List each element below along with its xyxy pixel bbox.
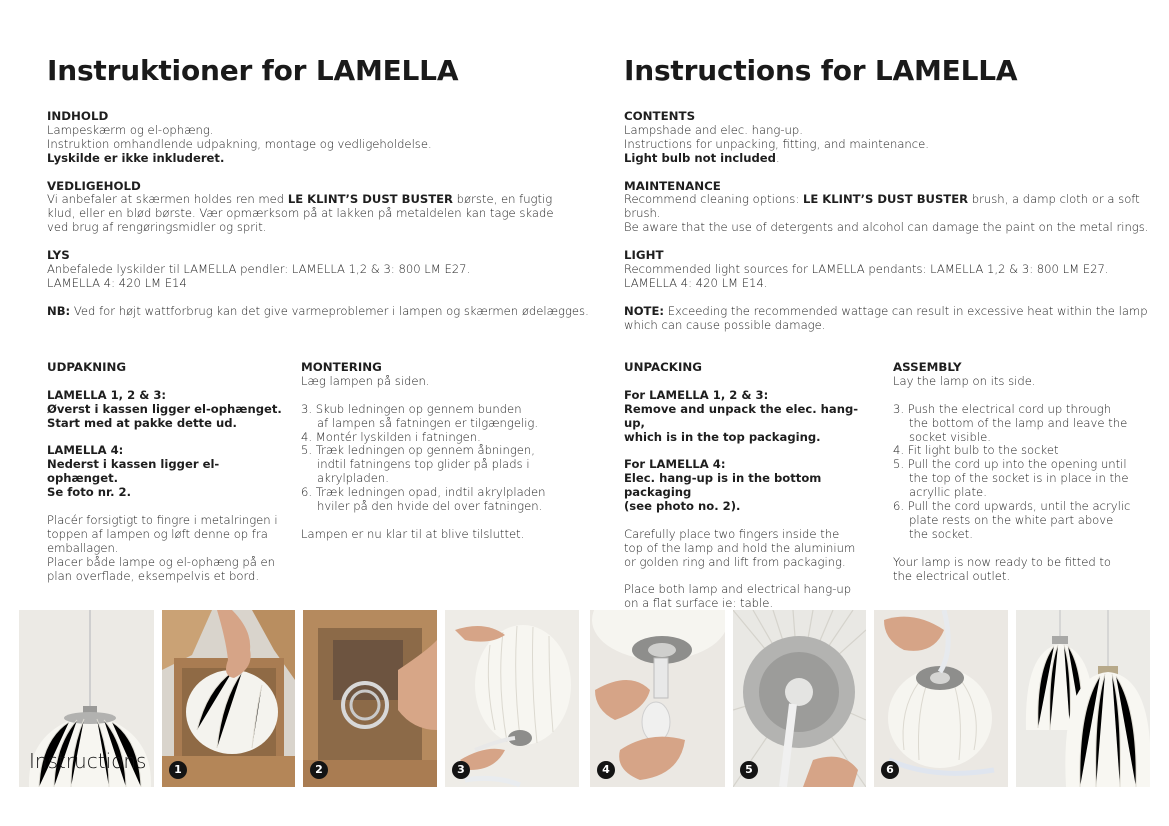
text-line: Placér forsigtigt to fingre i metalringen i bbox=[47, 512, 278, 527]
photo-finished-lamps bbox=[1016, 610, 1150, 787]
heading-unpacking-en: UNPACKING bbox=[624, 360, 702, 374]
step-number-badge: 5 bbox=[740, 761, 758, 779]
bulb-not-included-en: Light bulb not included. bbox=[624, 150, 780, 165]
text-line: Lampen er nu klar til at blive tilsluttet. bbox=[301, 526, 525, 541]
text-line: the electrical outlet. bbox=[893, 568, 1011, 583]
subheading: LAMELLA 4: bbox=[47, 443, 124, 458]
text-line: which can cause possible damage. bbox=[624, 317, 826, 332]
page-title-english: Instructions for LAMELLA bbox=[624, 54, 1018, 87]
step-number-badge: 4 bbox=[597, 761, 615, 779]
heading-contents-en: CONTENTS bbox=[624, 109, 696, 123]
bulb-not-included-da: Lyskilde er ikke inkluderet. bbox=[47, 150, 225, 165]
photo-step-4 bbox=[590, 610, 725, 787]
instructions-label: Instructions bbox=[29, 749, 147, 773]
text-line: Place both lamp and electrical hang-up bbox=[624, 582, 852, 597]
heading-contents-da: INDHOLD bbox=[47, 109, 109, 123]
assembly-step: 4. Fit light bulb to the socket bbox=[893, 443, 1059, 458]
photo-lamp-intro bbox=[19, 610, 154, 787]
heading-assembly-en: ASSEMBLY bbox=[893, 360, 962, 374]
heading-maintenance-en: MAINTENANCE bbox=[624, 178, 721, 193]
assembly-step: 5. Pull the cord up into the opening until the top of the socket is in place in the acryllic plate. bbox=[893, 457, 1129, 500]
step-number-badge: 3 bbox=[452, 761, 470, 779]
text-line: Elec. hang-up is in the bottom packaging bbox=[624, 471, 822, 500]
text-line: Lampshade and elec. hang-up. bbox=[624, 122, 803, 137]
step-number-badge: 1 bbox=[169, 761, 187, 779]
text-line: Vi anbefaler at skærmen holdes ren med LE KLINT’S DUST BUSTER børste, en fugtig bbox=[47, 192, 553, 207]
brand-name: LE KLINT’S DUST BUSTER bbox=[802, 192, 969, 207]
text-line: which is in the top packaging. bbox=[624, 429, 821, 444]
photo-step-2 bbox=[303, 610, 437, 787]
text-line: on a flat surface ie: table. bbox=[624, 596, 774, 611]
text-line: Carefully place two fingers inside the bbox=[624, 526, 840, 541]
text-line: Læg lampen på siden. bbox=[301, 373, 430, 388]
danish-assembly-section bbox=[301, 361, 561, 542]
text-line: Nederst i kassen ligger el-ophænget. bbox=[47, 457, 220, 486]
text-line: Anbefalede lyskilder til LAMELLA pendler: LAMELLA 1,2 & 3: 800 LM E27. bbox=[47, 261, 471, 276]
heading-unpacking-da: UDPAKNING bbox=[47, 360, 127, 374]
text-line: Øverst i kassen ligger el-ophænget. bbox=[47, 401, 282, 416]
photo-step-3 bbox=[445, 610, 579, 787]
text-line: Lay the lamp on its side. bbox=[893, 373, 1036, 388]
text-line: ved brug af rengøringsmidler og sprit. bbox=[47, 220, 267, 235]
english-unpacking-section bbox=[624, 361, 879, 611]
text-line: Instructions for unpacking, fitting, and maintenance. bbox=[624, 136, 929, 151]
text-line: or golden ring and lift from packaging. bbox=[624, 554, 846, 569]
subheading: LAMELLA 1, 2 & 3: bbox=[47, 387, 167, 402]
english-assembly-section bbox=[893, 361, 1153, 583]
text-line: Your lamp is now ready to be fitted to bbox=[893, 554, 1112, 569]
text-line: Recommended light sources for LAMELLA pendants: LAMELLA 1,2 & 3: 800 LM E27. bbox=[624, 261, 1109, 276]
text-line: Recommend cleaning options: LE KLINT’S DUST BUSTER brush, a damp cloth or a soft brush. bbox=[624, 192, 1140, 221]
heading-light-da: LYS bbox=[47, 248, 70, 263]
assembly-step: 4. Montér lyskilden i fatningen. bbox=[301, 429, 481, 444]
page-title-danish: Instruktioner for LAMELLA bbox=[47, 54, 459, 87]
brand-name: LE KLINT’S DUST BUSTER bbox=[287, 192, 453, 207]
note-en: NOTE: Exceeding the recommended wattage can result in excessive heat within the lamp bbox=[624, 303, 1148, 318]
assembly-step: 5. Træk ledningen op gennem åbningen, indtil fatningens top glider på plads i akrylpladen. bbox=[301, 443, 535, 486]
text-line: Be aware that the use of detergents and alcohol can damage the paint on the metal rings. bbox=[624, 220, 1149, 235]
assembly-step: 6. Træk ledningen opad, indtil akrylpladen hviler på den hvide del over fatningen. bbox=[301, 485, 546, 514]
photo-step-5 bbox=[733, 610, 866, 787]
text-line: Se foto nr. 2. bbox=[47, 485, 132, 500]
text-line: top of the lamp and hold the aluminium bbox=[624, 540, 856, 555]
danish-general-section bbox=[47, 110, 607, 319]
subheading: For LAMELLA 1, 2 & 3: bbox=[624, 387, 769, 402]
heading-maintenance-da: VEDLIGEHOLD bbox=[47, 178, 141, 193]
heading-light-en: LIGHT bbox=[624, 248, 664, 263]
text-line: emballagen. bbox=[47, 540, 119, 555]
assembly-step: 6. Pull the cord upwards, until the acrylic plate rests on the white part above the socket. bbox=[893, 499, 1131, 541]
text-line: Remove and unpack the elec. hang-up, bbox=[624, 401, 859, 430]
text-line: Lampeskærm og el-ophæng. bbox=[47, 122, 214, 137]
note-da: NB: Ved for højt wattforbrug kan det give varmeproblemer i lampen og skærmen ødelægges. bbox=[47, 303, 589, 318]
text-line: Placer både lampe og el-ophæng på en bbox=[47, 554, 276, 569]
photo-step-1 bbox=[162, 610, 295, 787]
text-line: plan overflade, eksempelvis et bord. bbox=[47, 568, 260, 583]
text-line: LAMELLA 4: 420 LM E14 bbox=[47, 275, 187, 290]
subheading: For LAMELLA 4: bbox=[624, 457, 726, 472]
heading-assembly-da: MONTERING bbox=[301, 360, 382, 374]
text-line: klud, eller en blød børste. Vær opmærksom på at lakken på metaldelen kan tage skade bbox=[47, 206, 554, 221]
text-line: toppen af lampen og løft denne op fra bbox=[47, 526, 268, 541]
step-number-badge: 2 bbox=[310, 761, 328, 779]
danish-unpacking-section bbox=[47, 361, 287, 583]
step-number-badge: 6 bbox=[881, 761, 899, 779]
assembly-step: 3. Skub ledningen op gennem bunden af lampen så fatningen er tilgængelig. bbox=[301, 401, 539, 430]
photo-step-6 bbox=[874, 610, 1008, 787]
english-general-section bbox=[624, 110, 1154, 332]
text-line: Start med at pakke dette ud. bbox=[47, 415, 237, 430]
text-line: Instruktion omhandlende udpakning, montage og vedligeholdelse. bbox=[47, 136, 432, 151]
text-line: (see photo no. 2). bbox=[624, 499, 741, 514]
text-line: LAMELLA 4: 420 LM E14. bbox=[624, 275, 768, 290]
assembly-step: 3. Push the electrical cord up through the bottom of the lamp and leave the socket visible. bbox=[893, 401, 1128, 444]
